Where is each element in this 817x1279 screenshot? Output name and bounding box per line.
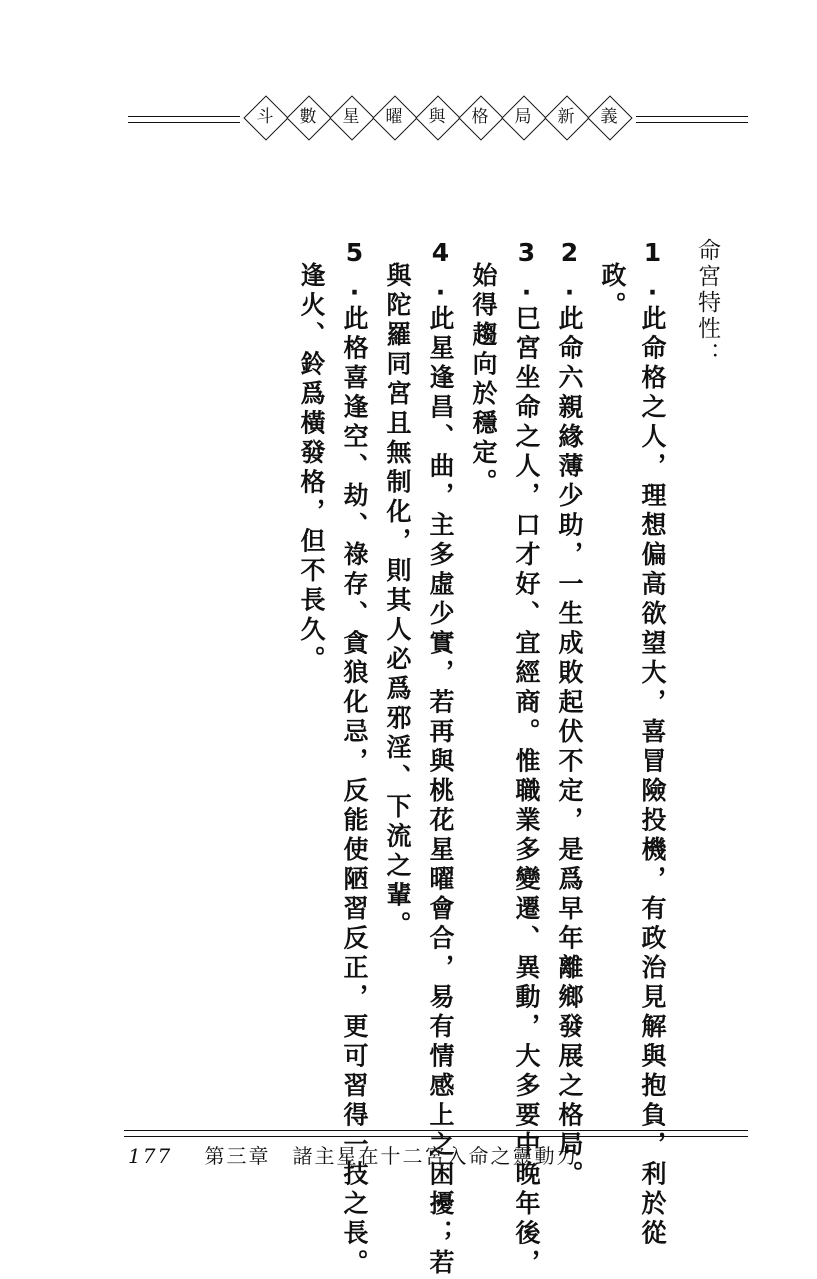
header-char: 與 [428,107,446,127]
header-char: 數 [299,107,317,127]
paragraph-2-line-1: 2.此命六親緣薄少助，一生成敗起伏不定，是爲早年離鄉發展之格局。 [555,238,584,1190]
page-number: 177 [128,1144,173,1168]
paragraph-5-line-2: 逢火、鈴爲橫發格，但不長久。 [297,262,326,675]
paragraph-3-line-1: 3.巳宮坐命之人，口才好、宜經商。惟職業多變遷、異動，大多要中晚年後， [512,238,541,1279]
paragraph-1-line-1: 1.此命格之人，理想偏高欲望大，喜冒險投機，有政治見解與抱負，利於從 [638,238,667,1249]
paragraph-1-line-2: 政。 [598,262,627,321]
header-char: 格 [471,107,489,127]
section-title: 命宮特性： [694,238,720,368]
header-rule-left-bottom [128,122,240,123]
header-char: 星 [342,107,360,127]
header-rule-right-top [636,116,748,117]
page-footer [128,1140,579,1169]
paragraph-4-line-2: 與陀羅同宮且無制化，則其人必爲邪淫、下流之輩。 [383,262,412,941]
paragraph-3-line-2: 始得趨向於穩定。 [469,262,498,498]
paragraph-4-line-1: 4.此星逢昌、曲，主多虛少實，若再與桃花星曜會合，易有情感上之困擾；若 [426,238,455,1279]
header-char: 斗 [256,107,274,127]
running-header-title [240,92,640,148]
header-char: 局 [514,107,532,127]
chapter-title: 第三章 諸主星在十二宮入命之靈動力 [204,1144,579,1168]
header-char: 新 [557,107,575,127]
header-rule-right-bottom [636,122,748,123]
footer-rule-bottom [124,1136,748,1137]
header-char: 曜 [385,107,403,127]
paragraph-5-line-1: 5.此格喜逢空、劫、祿存、貪狼化忌，反能使陋習反正，更可習得一技之長。 [340,238,369,1279]
header-rule-left-top [128,116,240,117]
header-char: 義 [600,107,618,127]
footer-rule-top [124,1130,748,1131]
